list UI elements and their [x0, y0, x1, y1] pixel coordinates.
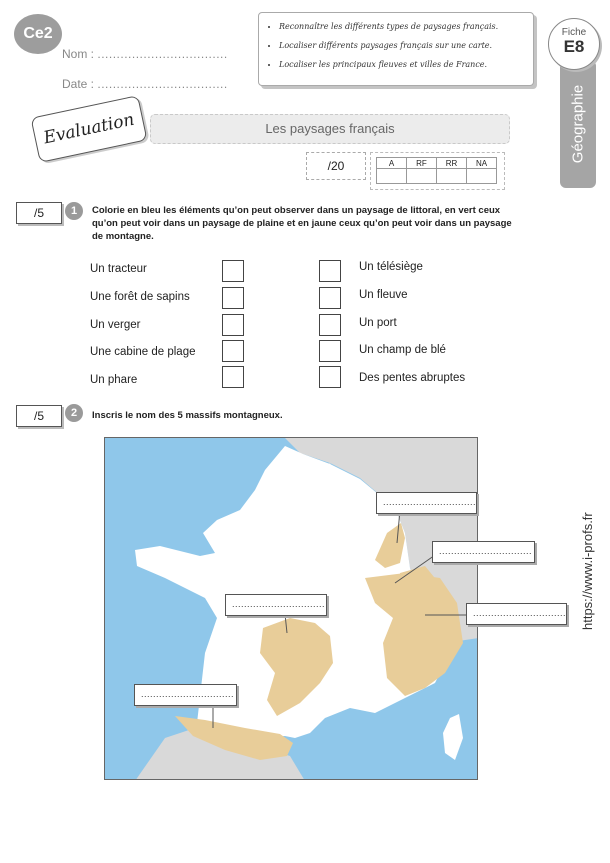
item-label: Un verger [90, 319, 141, 331]
fiche-code: E8 [563, 37, 585, 56]
grade-cell[interactable] [377, 169, 407, 184]
objective-item: • Reconnaître les différents types de paysages français. [279, 17, 525, 36]
checkbox[interactable] [222, 260, 244, 282]
massif-label-box[interactable]: ............................... [376, 492, 477, 514]
page-title: Les paysages français [265, 121, 395, 136]
checkbox[interactable] [319, 260, 341, 282]
grade-header: RF [407, 158, 437, 169]
item-label: Un télésiège [359, 261, 423, 273]
site-url: https://www.i-profs.fr [580, 512, 595, 630]
checkbox[interactable] [319, 287, 341, 309]
question1-number: 1 [65, 202, 83, 220]
item-label: Un tracteur [90, 263, 147, 275]
checkbox[interactable] [222, 287, 244, 309]
name-dots: .................................. [97, 47, 228, 61]
massif-label-box[interactable]: ............................... [466, 603, 567, 625]
checkbox[interactable] [319, 340, 341, 362]
checkbox[interactable] [222, 366, 244, 388]
grade-header: A [377, 158, 407, 169]
item-label: Un port [359, 317, 397, 329]
fiche-label: Fiche [561, 27, 587, 38]
checkbox[interactable] [222, 340, 244, 362]
objective-item: • Localiser les principaux fleuves et villes de France. [279, 55, 525, 74]
objectives-box [258, 12, 534, 86]
objective-item: • Localiser différents paysages français sur une carte. [279, 36, 525, 55]
grade-cell[interactable] [407, 169, 437, 184]
checkbox[interactable] [222, 314, 244, 336]
item-label: Une cabine de plage [90, 346, 196, 358]
grade-cell[interactable] [437, 169, 467, 184]
grade-header: RR [437, 158, 467, 169]
question2-score[interactable]: /5 [16, 405, 62, 427]
name-label: Nom : [62, 47, 95, 61]
name-field[interactable] [62, 47, 228, 61]
grade-cell[interactable] [467, 169, 497, 184]
grade-table [376, 157, 497, 184]
massif-label-box[interactable]: ............................... [432, 541, 535, 563]
question2-number: 2 [65, 404, 83, 422]
date-dots: .................................. [97, 77, 228, 91]
date-field[interactable] [62, 77, 228, 91]
total-score-box[interactable]: /20 [306, 152, 366, 180]
item-label: Un champ de blé [359, 344, 446, 356]
checkbox[interactable] [319, 366, 341, 388]
question2-text: Inscris le nom des 5 massifs montagneux. [92, 410, 283, 421]
grade-header: NA [467, 158, 497, 169]
massif-label-box[interactable]: ............................... [225, 594, 327, 616]
item-label: Des pentes abruptes [359, 372, 466, 384]
evaluation-stamp: Evaluation [30, 95, 147, 163]
checkbox[interactable] [319, 314, 341, 336]
item-label: Un phare [90, 374, 138, 386]
item-label: Un fleuve [359, 289, 408, 301]
level-badge: Ce2 [14, 14, 62, 54]
subject-tab [560, 60, 596, 188]
question1-text: Colorie en bleu les éléments qu’on peut observer dans un paysage de littoral, en vert ceux qu’on peut voir dans un paysage de plaine et en jaune ceux qu’on peut voir dans un paysage de montagne. [92, 205, 512, 242]
massif-label-box[interactable]: ............................... [134, 684, 237, 706]
item-label: Une forêt de sapins [90, 291, 190, 303]
question1-score[interactable]: /5 [16, 202, 62, 224]
subject-label: Géographie [569, 84, 587, 164]
date-label: Date : [62, 77, 95, 91]
fiche-badge [548, 18, 600, 70]
